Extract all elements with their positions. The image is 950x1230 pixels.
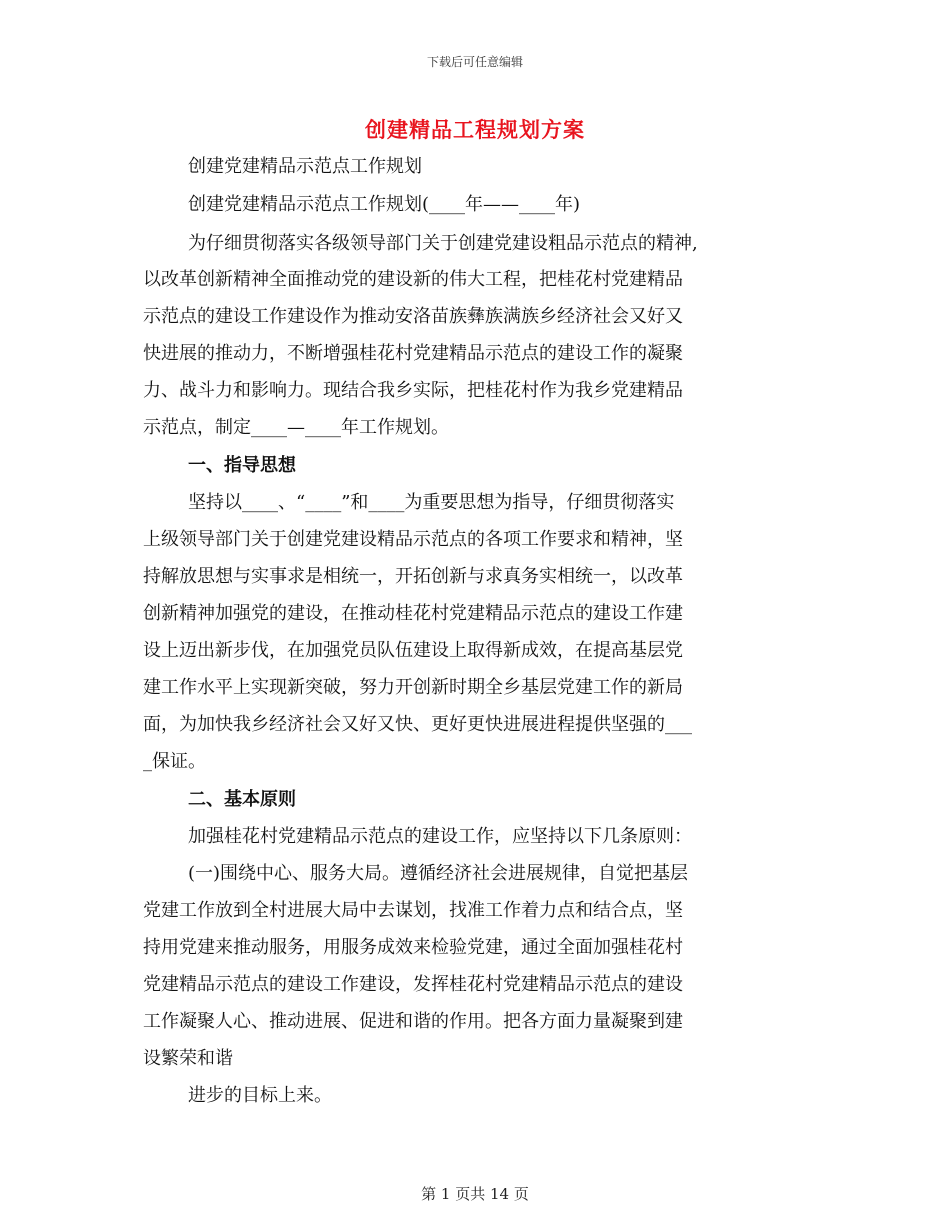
section-line: 面，为加快我乡经济社会又好又快、更好更快进展进程提供坚强的___ xyxy=(143,714,692,735)
document-title: 创建精品工程规划方案 xyxy=(365,117,585,142)
section-line: (一)围绕中心、服务大局。遵循经济社会进展规律，自觉把基层 xyxy=(188,863,689,884)
section-line: 设繁荣和谐 xyxy=(143,1048,233,1069)
intro-line: 示范点的建设工作建设作为推动安洛苗族彝族满族乡经济社会又好又 xyxy=(143,306,683,327)
section-line: 持解放思想与实事求是相统一，开拓创新与求真务实相统一，以改革 xyxy=(143,566,683,587)
section-line: 工作凝聚人心、推动进展、促进和谐的作用。把各方面力量凝聚到建 xyxy=(143,1011,683,1032)
section-tail: 进步的目标上来。 xyxy=(188,1085,332,1106)
section-line: 党建工作放到全村进展大局中去谋划，找准工作着力点和结合点，坚 xyxy=(143,900,683,921)
intro-line: 为仔细贯彻落实各级领导部门关于创建党建设粗品示范点的精神, xyxy=(188,233,698,254)
section-heading: 一、指导思想 xyxy=(188,455,296,476)
section-line: 上级领导部门关于创建党建设精品示范点的各项工作要求和精神，坚 xyxy=(143,529,683,550)
intro-line: 示范点，制定____—____年工作规划。 xyxy=(143,417,449,438)
page-number: 第 1 页共 14 页 xyxy=(421,1185,529,1203)
intro-line: 以改革创新精神全面推动党的建设新的伟大工程，把桂花村党建精品 xyxy=(143,269,683,290)
section-lead: 加强桂花村党建精品示范点的建设工作，应坚持以下几条原则： xyxy=(188,826,692,847)
section-heading: 二、基本原则 xyxy=(188,789,296,810)
subtitle: 创建党建精品示范点工作规划 xyxy=(188,156,422,177)
section-line: 党建精品示范点的建设工作建设，发挥桂花村党建精品示范点的建设 xyxy=(143,974,683,995)
intro-line: 力、战斗力和影响力。现结合我乡实际，把桂花村作为我乡党建精品 xyxy=(143,380,683,401)
section-line: _保证。 xyxy=(143,751,206,772)
section-line: 创新精神加强党的建设，在推动桂花村党建精品示范点的建设工作建 xyxy=(143,603,683,624)
section-line: 坚持以____、“____”和____为重要思想为指导，仔细贯彻落实 xyxy=(188,492,675,513)
intro-line: 快进展的推动力，不断增强桂花村党建精品示范点的建设工作的凝聚 xyxy=(143,343,683,364)
subtitle-dated: 创建党建精品示范点工作规划(____年——____年) xyxy=(188,194,581,215)
header-note: 下载后可任意编辑 xyxy=(426,55,523,69)
section-line: 持用党建来推动服务，用服务成效来检验党建，通过全面加强桂花村 xyxy=(143,937,683,958)
section-line: 建工作水平上实现新突破，努力开创新时期全乡基层党建工作的新局 xyxy=(143,677,683,698)
section-line: 设上迈出新步伐，在加强党员队伍建设上取得新成效，在提高基层党 xyxy=(143,640,683,661)
